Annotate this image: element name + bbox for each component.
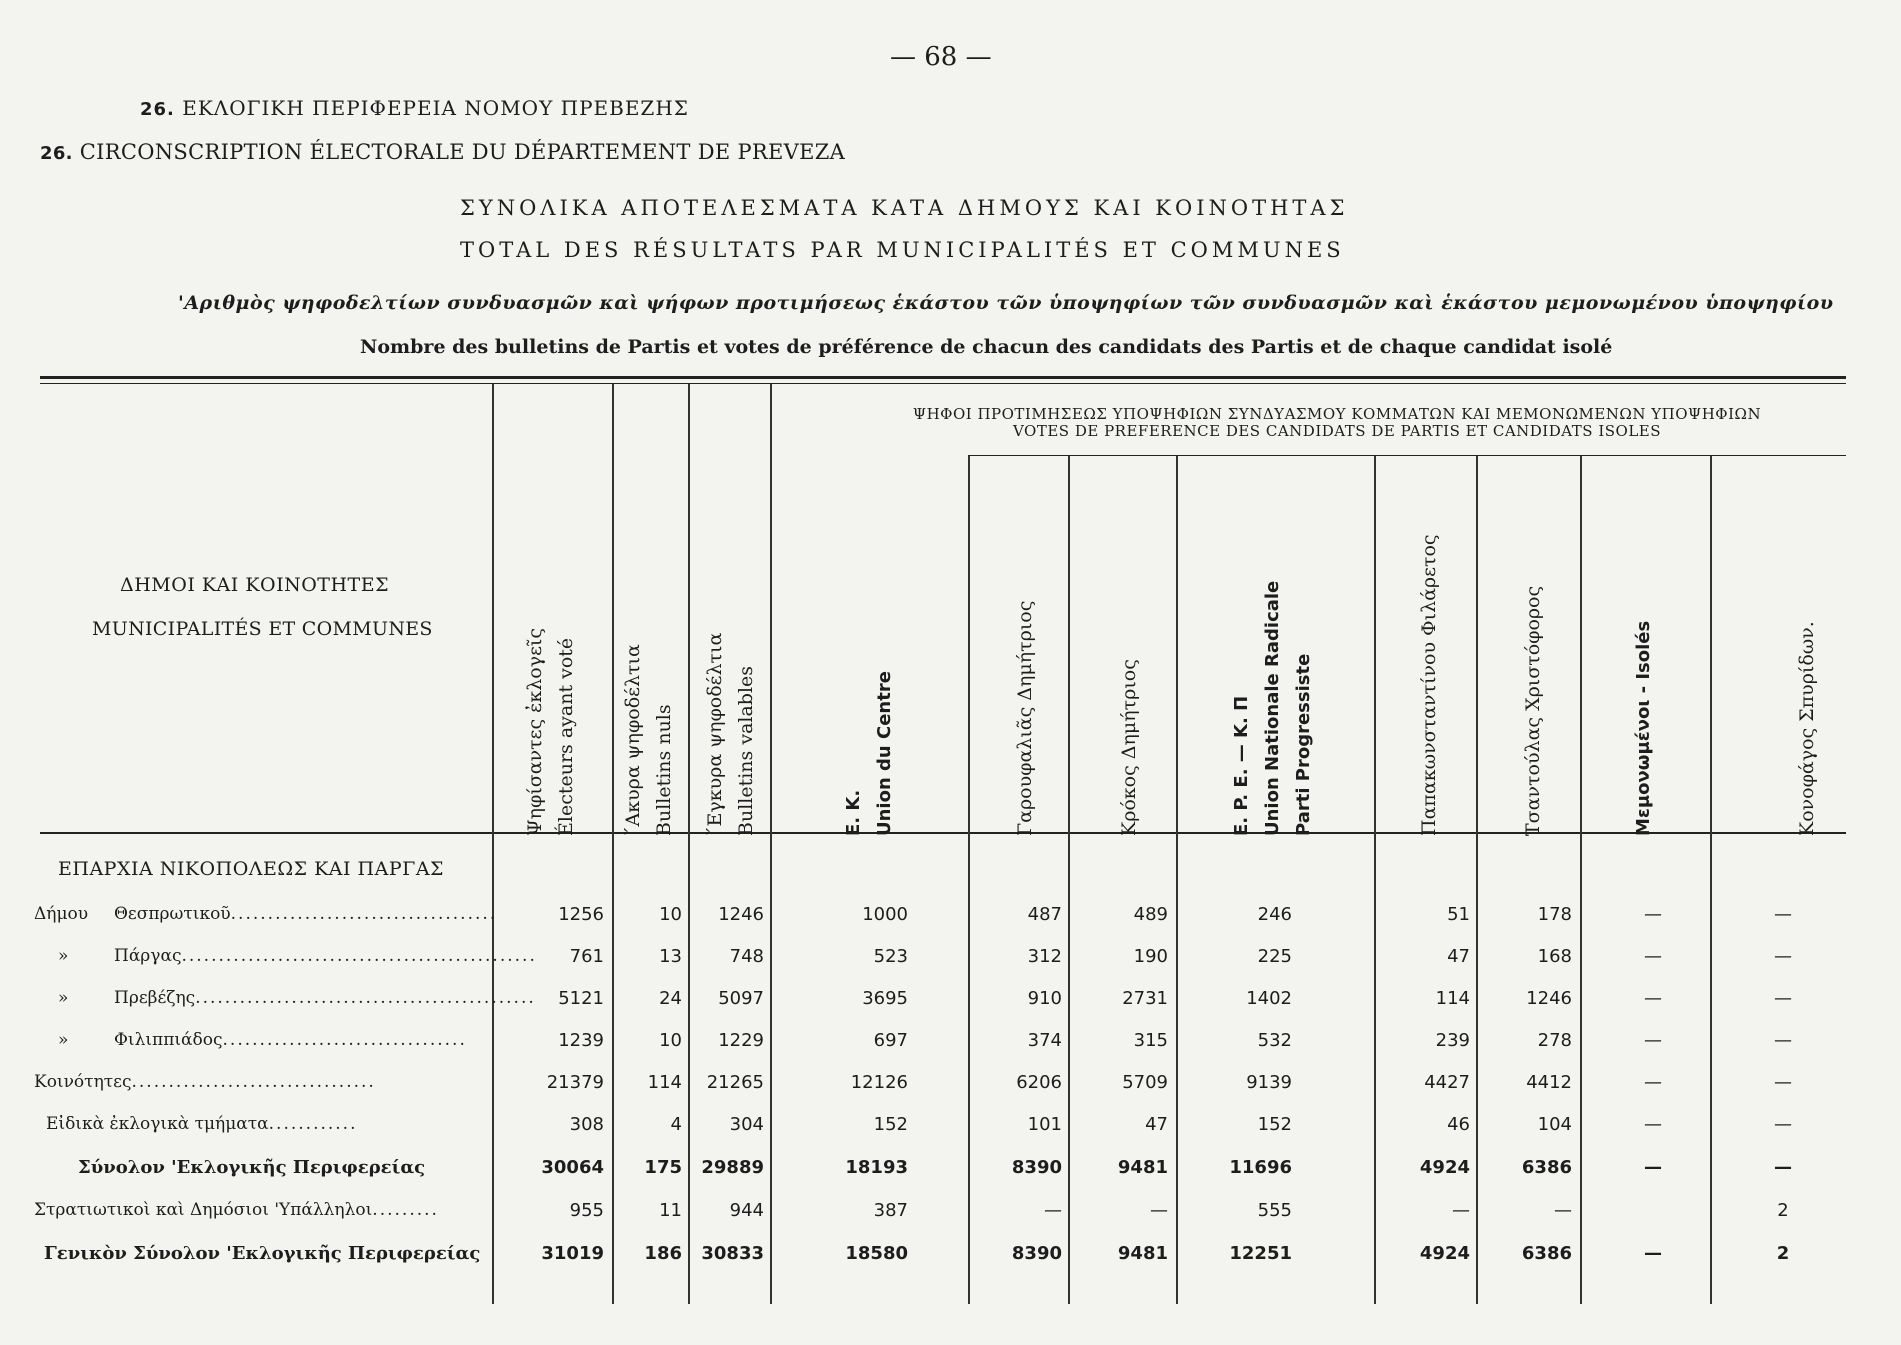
leader-dots: .................................... [230,904,498,924]
group-header-rule [968,455,1846,456]
table-top-rule [40,376,1846,379]
leader-dots: ......... [372,1200,439,1220]
row-prefix: Δήμου [34,904,89,924]
table-cell: 4 [670,1114,682,1135]
table-cell: — [1644,1030,1662,1051]
table-cell: — [1644,946,1662,967]
table-cell: 29889 [701,1157,764,1178]
table-cell: 21379 [546,1072,604,1093]
table-cell: 175 [644,1157,682,1178]
table-cell: 10 [659,1030,682,1051]
table-cell: 748 [729,946,764,967]
table-cell: 104 [1537,1114,1572,1135]
subtitle-greek: 'Αριθμὸς ψηφοδελτίων συνδυασμῶν καὶ ψήφων προτιμήσεως ἑκάστου τῶν ὑποψηφίων τῶν συνδυασμῶν καὶ ἑκάστου μεμονωμένου ὑποψηφίου [178,292,1834,314]
row-prefix: » [58,946,69,966]
row-name: Φιλιππιάδος [114,1030,223,1050]
section-label: ΕΠΑΡΧΙΑ ΝΙΚΟΠΟΛΕΩΣ ΚΑΙ ΠΑΡΓΑΣ [58,858,444,880]
table-row [0,1200,1901,1236]
column-header-ere-kp: E. P. E. — K. Π Union Nationale Radicale Parti Progressiste [1231,580,1314,836]
leader-dots: ................................................ [181,946,537,966]
table-cell: — [1774,1072,1792,1093]
table-cell: 278 [1537,1030,1572,1051]
column-header-papakonstantinou: Παπακωνσταντίνου Φιλάρετος [1418,534,1440,836]
table-cell: — [1774,1157,1792,1178]
table-row [0,1243,1901,1279]
results-title-french: TOTAL DES RÉSULTATS PAR MUNICIPALITÉS ET COMMUNES [460,238,1345,262]
table-cell: — [1452,1200,1470,1221]
column-header-isolated: Μεμονωμένοι - Isolés [1633,620,1654,836]
table-cell: 4924 [1419,1157,1470,1178]
row-name: Θεσπρωτικοῦ [114,904,231,924]
table-cell: 1402 [1246,988,1292,1009]
table-cell: 21265 [706,1072,764,1093]
table-cell: 9139 [1246,1072,1292,1093]
table-cell: 13 [659,946,682,967]
table-cell: 178 [1537,904,1572,925]
table-cell: 4412 [1526,1072,1572,1093]
table-cell: 11696 [1229,1157,1292,1178]
row-label [78,1157,425,1178]
table-cell: — [1774,946,1792,967]
table-cell: 11 [659,1200,682,1221]
row-header-french: MUNICIPALITÉS ET COMMUNES [92,618,433,640]
table-cell: — [1644,1072,1662,1093]
table-cell: 1246 [1526,988,1572,1009]
region-title-french: 26. CIRCONSCRIPTION ÉLECTORALE DU DÉPARTEMENT DE PREVEZA [40,140,846,164]
table-row [0,904,1901,940]
column-header-valid: ῎Εγκυρα ψηφοδέλτια Bulletins valables [704,632,757,836]
table-cell: 3695 [862,988,908,1009]
table-cell: 523 [873,946,908,967]
table-cell: 47 [1447,946,1470,967]
table-cell: 47 [1145,1114,1168,1135]
table-cell: 532 [1257,1030,1292,1051]
table-cell: — [1774,1114,1792,1135]
table-cell: 4924 [1419,1243,1470,1264]
table-cell: — [1774,904,1792,925]
table-cell: 152 [1257,1114,1292,1135]
table-row [0,1030,1901,1066]
row-label [44,1243,480,1264]
table-cell: 2731 [1122,988,1168,1009]
table-cell: 51 [1447,904,1470,925]
table-cell: 114 [647,1072,682,1093]
page-number: — 68 — [890,42,992,72]
table-cell: 31019 [541,1243,604,1264]
column-header-konofagos: Κονοφάγος Σπυρίδων. [1796,621,1818,836]
table-cell: 955 [569,1200,604,1221]
table-cell: 8390 [1011,1243,1062,1264]
table-cell: 5121 [558,988,604,1009]
row-name: Πάργας [114,946,182,966]
leader-dots: ............ [268,1114,358,1134]
column-header-krokos: Κρόκος Δημήτριος [1118,659,1140,836]
table-cell: — [1644,1114,1662,1135]
table-row [0,946,1901,982]
table-cell: — [1644,904,1662,925]
table-cell: 761 [569,946,604,967]
subtitle-french: Nombre des bulletins de Partis et votes de préférence de chacun des candidats des Partis et de chaque candidat isolé [360,336,1613,358]
group-header: ΨΗΦΟΙ ΠΡΟΤΙΜΗΣΕΩΣ ΥΠΟΨΗΦΙΩΝ ΣΥΝΔΥΑΣΜΟΥ ΚΟΜΜΑΤΩΝ ΚΑΙ ΜΕΜΟΝΩΜΕΝΩΝ ΥΠΟΨΗΦΙΩΝ VOTES DE PREFERENCE DES CANDIDATS DE PARTIS ET CANDIDATS ISOLES [912,405,1762,440]
table-cell: 315 [1133,1030,1168,1051]
table-cell: 387 [873,1200,908,1221]
region-title-greek: 26. ΕΚΛΟΓΙΚΗ ΠΕΡΙΦΕΡΕΙΑ ΝΟΜΟΥ ΠΡΕΒΕΖΗΣ [140,96,689,120]
header-bottom-rule [40,832,1846,834]
table-cell: — [1644,988,1662,1009]
table-row [0,1114,1901,1150]
table-cell: 30064 [541,1157,604,1178]
table-row [0,988,1901,1024]
table-row [0,1072,1901,1108]
table-cell: 18193 [845,1157,908,1178]
table-cell: 2 [1777,1200,1789,1221]
table-cell: 5097 [718,988,764,1009]
table-cell: — [1774,988,1792,1009]
table-cell: 6206 [1016,1072,1062,1093]
leader-dots: ................................. [222,1030,467,1050]
table-cell: 304 [729,1114,764,1135]
column-header-voters: Ψηφίσαντες ἐκλογεῖς Électeurs ayant voté [524,627,577,836]
column-header-garoufalias: Γαρουφαλιᾶς Δημήτριος [1014,600,1036,836]
table-cell: 152 [873,1114,908,1135]
table-cell: — [1044,1200,1062,1221]
table-cell: — [1554,1200,1572,1221]
table-cell: 186 [644,1243,682,1264]
table-cell: 1000 [862,904,908,925]
table-cell: 312 [1027,946,1062,967]
row-name: Κοινότητες [34,1072,132,1092]
table-cell: 6386 [1521,1157,1572,1178]
table-cell: 308 [569,1114,604,1135]
table-row [0,1157,1901,1193]
row-name: Στρατιωτικοὶ καὶ Δημόσιοι 'Υπάλληλοι [34,1200,373,1220]
table-cell: 225 [1257,946,1292,967]
table-cell: 374 [1027,1030,1062,1051]
table-cell: — [1644,1243,1662,1264]
table-cell: 30833 [701,1243,764,1264]
table-cell: 697 [873,1030,908,1051]
table-cell: 1229 [718,1030,764,1051]
row-header-greek: ΔΗΜΟΙ ΚΑΙ ΚΟΙΝΟΤΗΤΕΣ [120,574,390,596]
table-cell: 4427 [1424,1072,1470,1093]
row-label [46,1114,358,1134]
row-label [58,1030,467,1050]
row-label [34,904,497,924]
results-title-greek: ΣΥΝΟΛΙΚΑ ΑΠΟΤΕΛΕΣΜΑΤΑ ΚΑΤΑ ΔΗΜΟΥΣ ΚΑΙ ΚΟΙΝΟΤΗΤΑΣ [460,196,1349,220]
table-cell: 1246 [718,904,764,925]
table-cell: 1256 [558,904,604,925]
table-cell: 6386 [1521,1243,1572,1264]
row-name: Πρεβέζης [114,988,196,1008]
table-cell: 10 [659,904,682,925]
table-cell: 24 [659,988,682,1009]
table-cell: 910 [1027,988,1062,1009]
table-top-rule-thin [40,383,1846,384]
table-cell: 168 [1537,946,1572,967]
table-cell: 18580 [845,1243,908,1264]
column-header-invalid: ῎Ακυρα ψηφοδέλτια Bulletins nuls [622,644,675,836]
row-name: Γενικὸν Σύνολον 'Εκλογικῆς Περιφερείας [44,1243,481,1264]
table-cell: 5709 [1122,1072,1168,1093]
row-label [34,1072,376,1092]
table-cell: 8390 [1011,1157,1062,1178]
table-cell: 12251 [1229,1243,1292,1264]
table-cell: — [1774,1030,1792,1051]
table-cell: 101 [1027,1114,1062,1135]
table-cell: 46 [1447,1114,1470,1135]
leader-dots: ................................. [131,1072,376,1092]
table-cell: 944 [729,1200,764,1221]
column-header-tsantoulas: Τσαντούλας Χριστόφορος [1522,585,1544,836]
row-prefix: » [58,988,69,1008]
table-cell: — [1150,1200,1168,1221]
table-cell: — [1644,1157,1662,1178]
leader-dots: .............................................. [195,988,536,1008]
table-cell: 489 [1133,904,1168,925]
table-cell: 12126 [850,1072,908,1093]
table-cell: 190 [1133,946,1168,967]
row-prefix: » [58,1030,69,1050]
table-cell: 2 [1776,1243,1790,1264]
table-cell: 487 [1027,904,1062,925]
row-label [58,988,536,1008]
table-cell: 1239 [558,1030,604,1051]
row-name: Σύνολον 'Εκλογικῆς Περιφερείας [78,1157,426,1178]
table-cell: 9481 [1117,1157,1168,1178]
row-label [58,946,537,966]
table-cell: 555 [1257,1200,1292,1221]
table-cell: 239 [1435,1030,1470,1051]
table-cell: 246 [1257,904,1292,925]
table-cell: 9481 [1117,1243,1168,1264]
table-cell: 114 [1435,988,1470,1009]
row-label [34,1200,439,1220]
row-name: Εἰδικὰ ἐκλογικὰ τμήματα [46,1114,269,1134]
column-header-union-centre: E. K. Union du Centre [843,671,895,836]
